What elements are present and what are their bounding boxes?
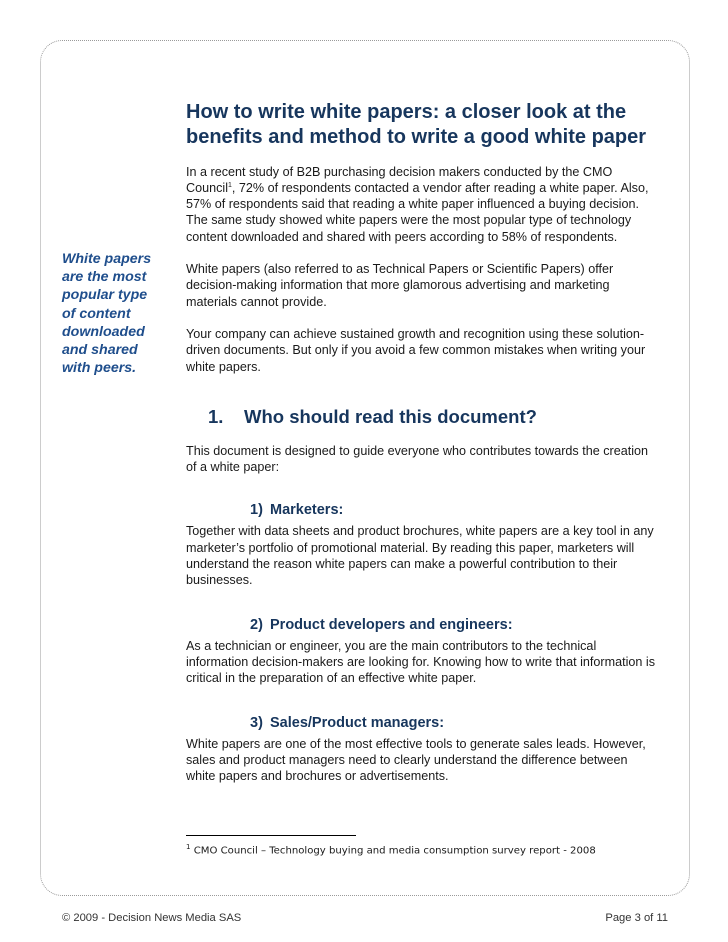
sidebar-pull-quote: White papers are the most popular type of content downloaded and shared with peers. <box>62 251 152 377</box>
document-title: How to write white papers: a closer look at the benefits and method to write a good white paper <box>186 101 647 149</box>
subsection-body-marketers: Together with data sheets and product brochures, white papers are a key tool in any marketer’s portfolio of promotional material. By reading this paper, marketers will understand the reason white papers can make a powerful contribution to their businesses. <box>186 524 654 588</box>
section-heading-1 <box>186 406 656 428</box>
subsection-number: 3) <box>250 714 263 731</box>
subsection-heading-text: Sales/Product managers: <box>270 714 445 731</box>
section-1-body: This document is designed to guide everyone who contributes towards the creation of a white paper: <box>186 443 649 475</box>
intro-paragraph-3: Your company can achieve sustained growth and recognition using these solution-driven documents. But only if you avoid a few common mistakes when writing your white papers. <box>186 326 646 374</box>
subsection-heading-sales <box>186 715 656 731</box>
footnote <box>186 843 596 856</box>
intro-text-part-1: In a recent study of B2B purchasing decision makers conducted by the CMO Council <box>186 164 613 195</box>
main-content <box>186 100 656 784</box>
subsection-heading-text: Product developers and engineers: <box>270 616 513 633</box>
footnote-marker: 1 <box>186 843 191 851</box>
footer-page-number: Page 3 of 11 <box>605 912 668 924</box>
subsection-number: 2) <box>250 616 263 633</box>
subsection-heading-marketers <box>186 502 656 518</box>
subsection-number: 1) <box>250 502 263 519</box>
subsection-body-sales: White papers are one of the most effective tools to generate sales leads. However, sales and product managers need to clearly understand the difference between white papers and brochures or advertisements. <box>186 736 646 784</box>
subsection-body-developers: As a technician or engineer, you are the main contributors to the technical information decision-makers are looking for. Knowing how to write that information is critical in the preparation of an effective white paper. <box>186 638 655 686</box>
subsection-heading-developers <box>186 617 656 633</box>
footnote-reference: 1 <box>228 181 232 189</box>
footnote-separator <box>186 835 356 836</box>
intro-paragraph-2: White papers (also referred to as Technical Papers or Scientific Papers) offer decision-making information that more glamorous advertising and marketing materials cannot provide. <box>186 262 614 309</box>
intro-text-part-2: , 72% of respondents contacted a vendor after reading a white paper. Also, 57% of respondents said that reading a white paper influenced a buying decision. The same study showed white papers were the most popular type of technology content downloaded and shared with peers according to 58% of respondents. <box>186 180 649 244</box>
subsection-heading-text: Marketers: <box>270 502 344 519</box>
section-heading-text: Who should read this document? <box>244 405 537 427</box>
footnote-text: CMO Council – Technology buying and media consumption survey report - 2008 <box>193 845 596 857</box>
footer-copyright: © 2009 - Decision News Media SAS <box>62 912 242 924</box>
intro-paragraph-1 <box>186 164 656 245</box>
section-number: 1. <box>208 405 224 427</box>
